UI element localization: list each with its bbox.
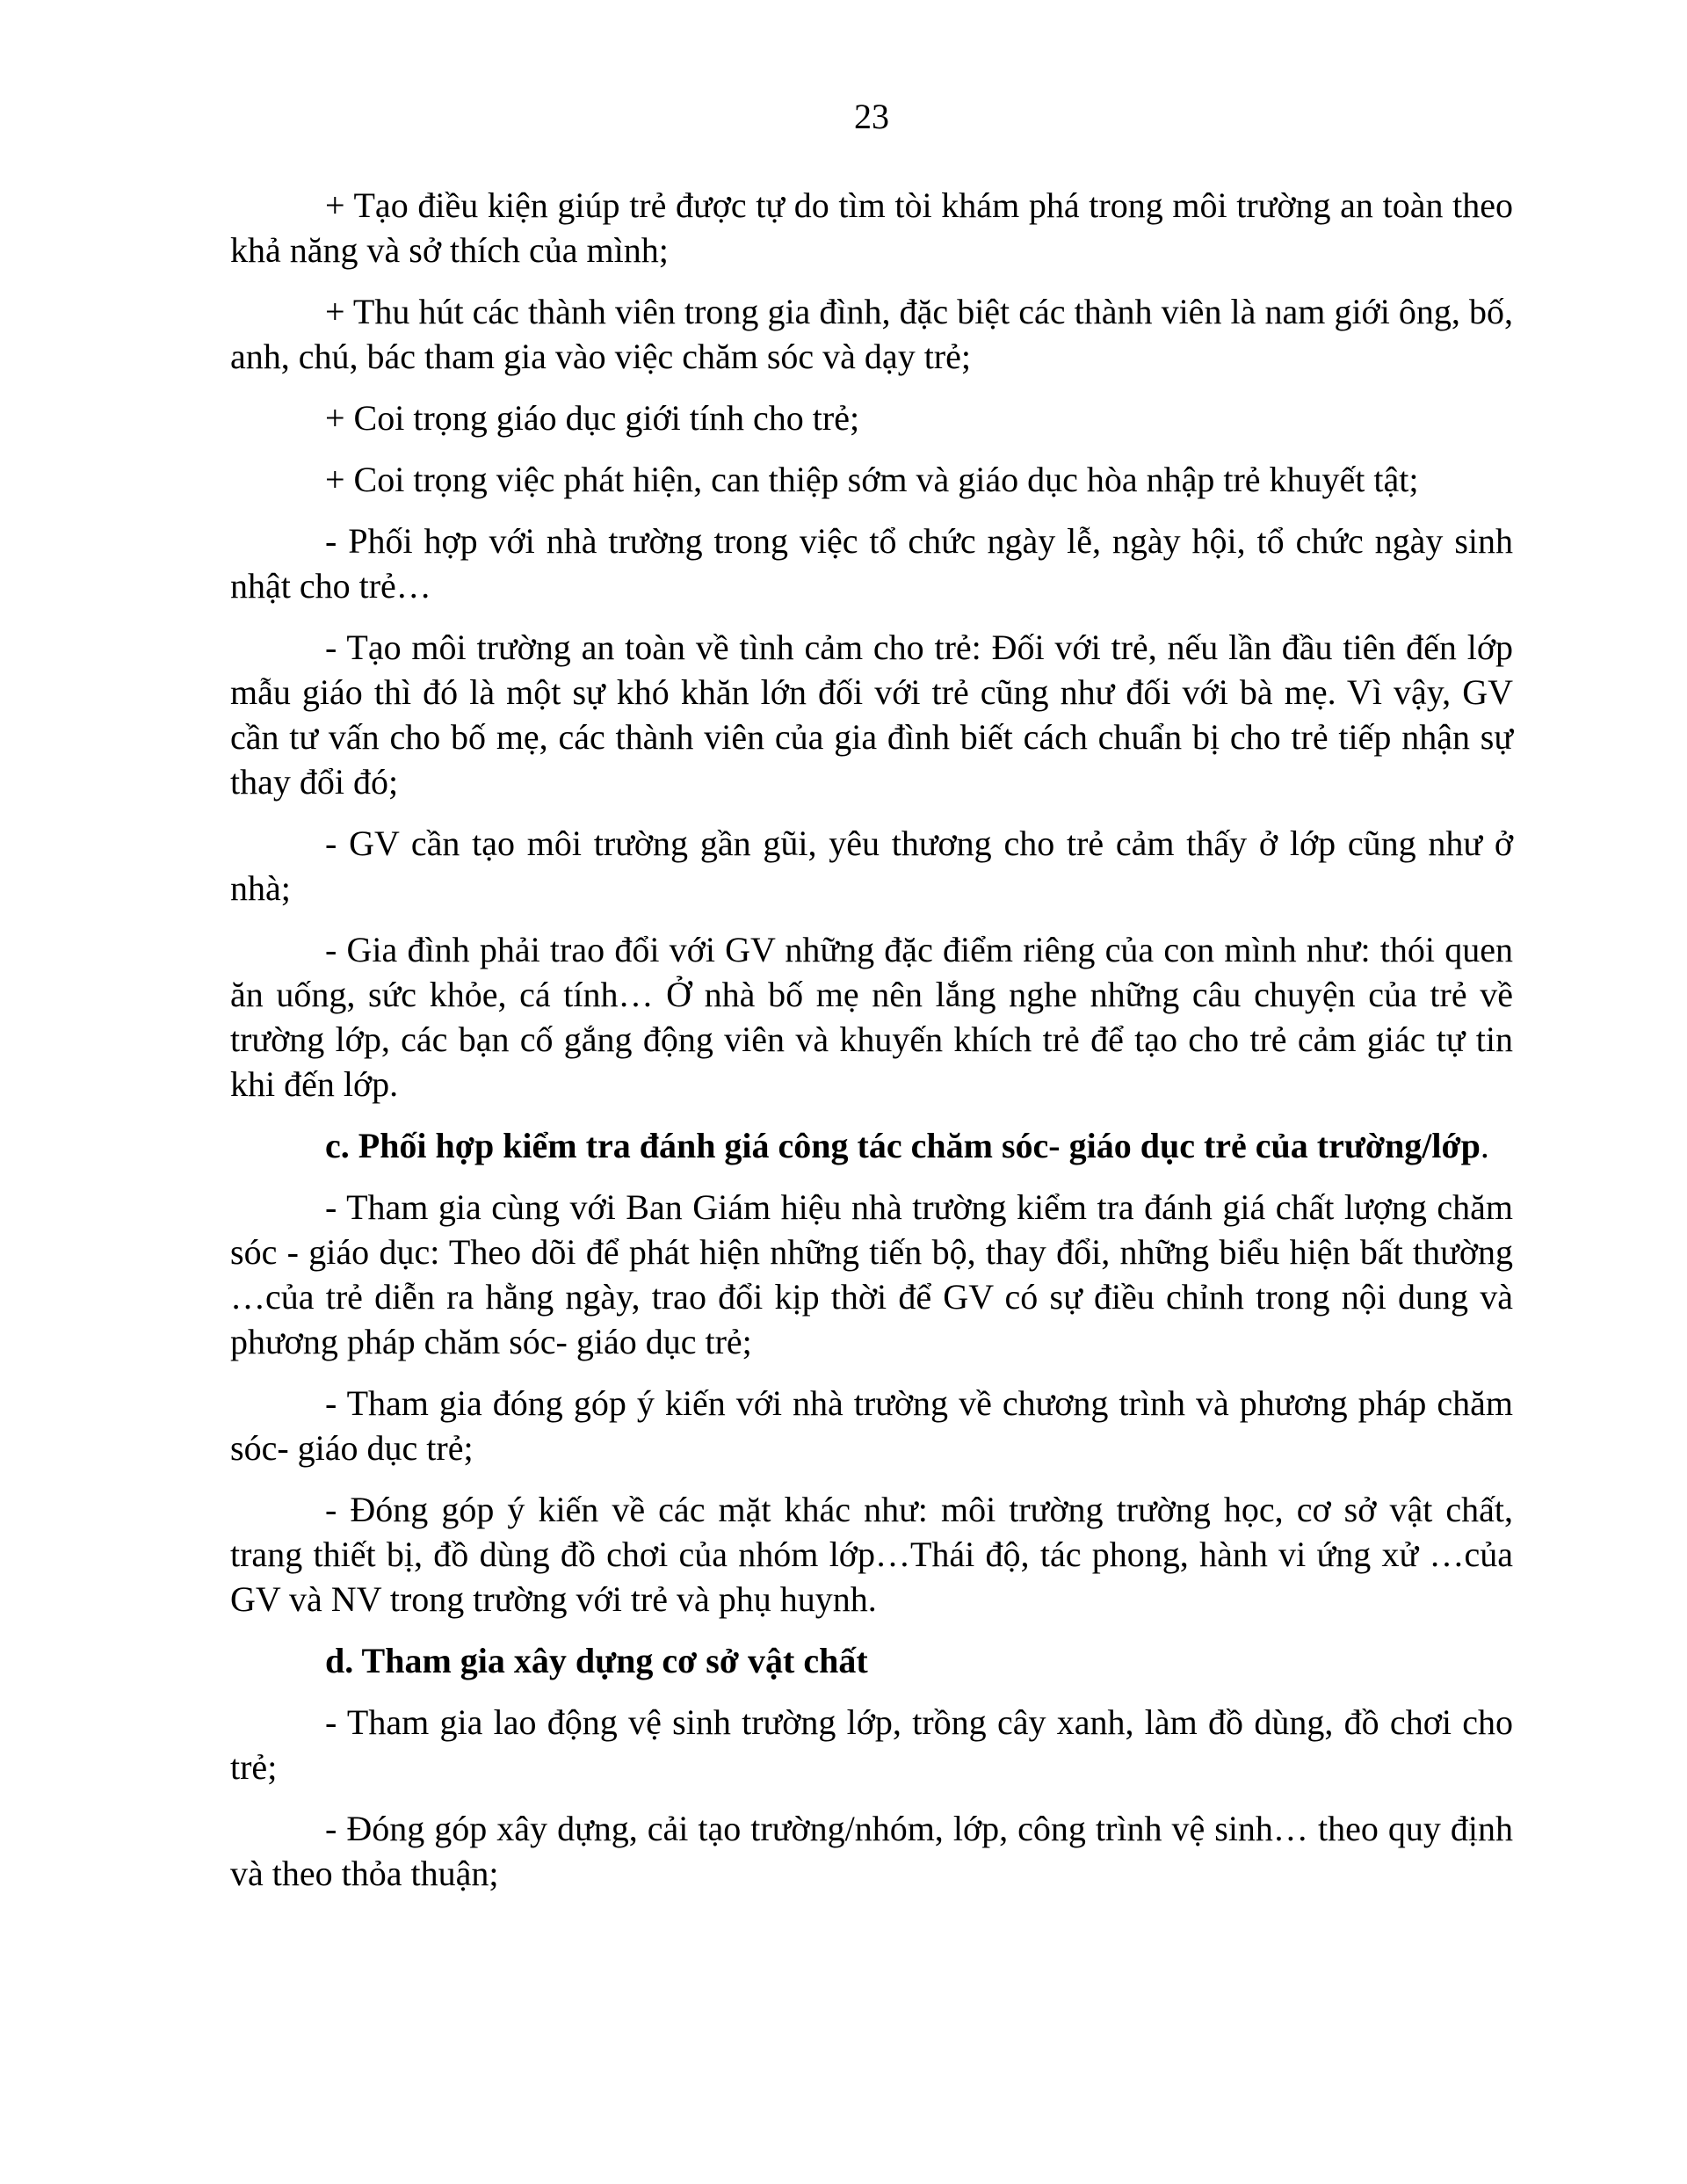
paragraph: - Đóng góp xây dựng, cải tạo trường/nhóm, lớp, công trình vệ sinh… theo quy định và theo thỏa thuận; xyxy=(230,1809,1513,1893)
paragraph: + Coi trọng việc phát hiện, can thiệp sớm và giáo dục hòa nhập trẻ khuyết tật; xyxy=(325,460,1419,499)
section-heading-c-text: c. Phối hợp kiểm tra đánh giá công tác chăm sóc- giáo dục trẻ của trường/lớp xyxy=(325,1126,1481,1165)
paragraph: + Tạo điều kiện giúp trẻ được tự do tìm tòi khám phá trong môi trường an toàn theo khả năng và sở thích của mình; xyxy=(230,185,1513,270)
paragraph: - Phối hợp với nhà trường trong việc tổ chức ngày lễ, ngày hội, tổ chức ngày sinh nhật cho trẻ… xyxy=(230,521,1513,606)
page-number: 23 xyxy=(854,97,889,136)
paragraph: + Coi trọng giáo dục giới tính cho trẻ; xyxy=(325,398,860,438)
section-heading-c-tail: . xyxy=(1480,1126,1489,1165)
paragraph: - Tham gia lao động vệ sinh trường lớp, trồng cây xanh, làm đồ dùng, đồ chơi cho trẻ; xyxy=(230,1702,1513,1787)
section-heading-c xyxy=(230,1123,1513,1168)
paragraph: - Đóng góp ý kiến về các mặt khác như: môi trường trường học, cơ sở vật chất, trang thiết bị, đồ dùng đồ chơi của nhóm lớp…Thái độ, tác phong, hành vi ứng xử …của GV và NV trong trường với trẻ và phụ huynh. xyxy=(230,1490,1513,1619)
section-heading-d: d. Tham gia xây dựng cơ sở vật chất xyxy=(325,1641,868,1680)
paragraph: - Tham gia cùng với Ban Giám hiệu nhà trường kiểm tra đánh giá chất lượng chăm sóc - giáo dục: Theo dõi để phát hiện những tiến bộ, thay đổi, những biểu hiện bất thường …của trẻ diễn ra hằng ngày, trao đổi kịp thời để GV có sự điều chỉnh trong nội dung và phương pháp chăm sóc- giáo dục trẻ; xyxy=(230,1187,1513,1361)
paragraph: - Gia đình phải trao đổi với GV những đặc điểm riêng của con mình như: thói quen ăn uống, sức khỏe, cá tính… Ở nhà bố mẹ nên lắng nghe những câu chuyện của trẻ về trường lớp, các bạn cố gắng động viên và khuyến khích trẻ để tạo cho trẻ cảm giác tự tin khi đến lớp. xyxy=(230,930,1513,1104)
paragraph: - GV cần tạo môi trường gần gũi, yêu thương cho trẻ cảm thấy ở lớp cũng như ở nhà; xyxy=(230,824,1513,908)
paragraph: + Thu hút các thành viên trong gia đình, đặc biệt các thành viên là nam giới ông, bố, anh, chú, bác tham gia vào việc chăm sóc và dạy trẻ; xyxy=(230,292,1513,376)
paragraph: - Tham gia đóng góp ý kiến với nhà trường về chương trình và phương pháp chăm sóc- giáo dục trẻ; xyxy=(230,1383,1513,1468)
document-body xyxy=(230,183,1513,1912)
paragraph: - Tạo môi trường an toàn về tình cảm cho trẻ: Đối với trẻ, nếu lần đầu tiên đến lớp mẫu giáo thì đó là một sự khó khăn lớn đối với trẻ cũng như đối với bà mẹ. Vì vậy, GV cần tư vấn cho bố mẹ, các thành viên của gia đình biết cách chuẩn bị cho trẻ tiếp nhận sự thay đổi đó; xyxy=(230,628,1513,802)
